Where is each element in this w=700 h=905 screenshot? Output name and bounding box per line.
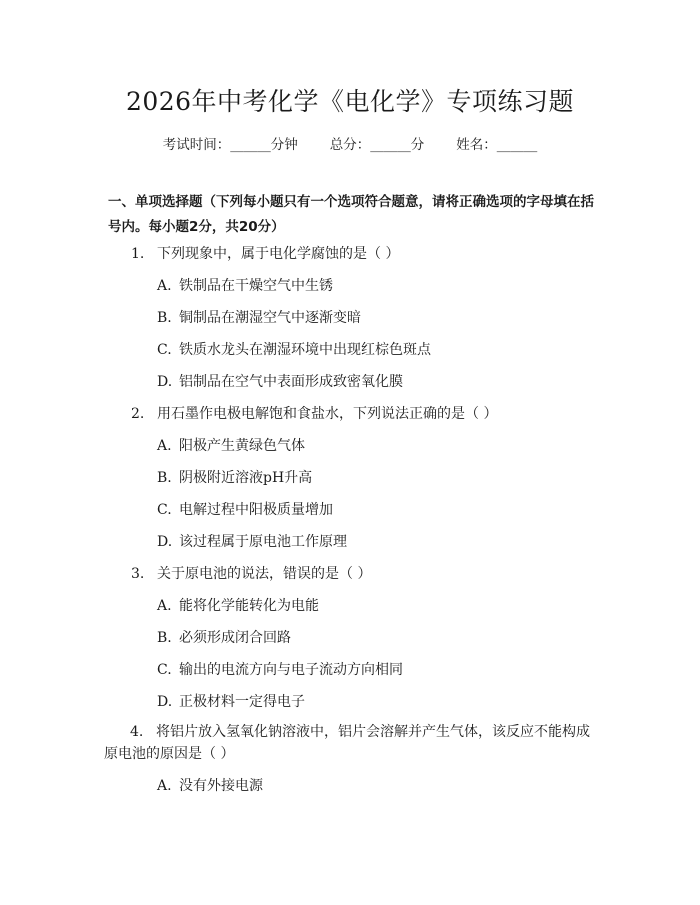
option-letter: A. bbox=[157, 438, 172, 454]
option-text: 能将化学能转化为电能 bbox=[179, 598, 319, 614]
option-letter: A. bbox=[157, 598, 172, 614]
question-number: 3. bbox=[131, 566, 145, 582]
question-stem: 关于原电池的说法，错误的是（ ） bbox=[157, 566, 372, 582]
question-number: 1. bbox=[131, 246, 145, 262]
option-text: 没有外接电源 bbox=[179, 778, 263, 794]
exam-time-field: 考试时间：______分钟 bbox=[162, 137, 298, 153]
option-1d bbox=[157, 371, 403, 391]
option-3d bbox=[157, 691, 305, 711]
question-1 bbox=[131, 243, 399, 263]
option-letter: C. bbox=[157, 662, 172, 678]
option-text: 必须形成闭合回路 bbox=[179, 630, 291, 646]
question-4 bbox=[104, 721, 600, 765]
option-letter: B. bbox=[157, 310, 172, 326]
question-3 bbox=[131, 563, 371, 583]
option-3a bbox=[157, 595, 319, 615]
option-2d bbox=[157, 531, 347, 551]
option-letter: B. bbox=[157, 630, 172, 646]
option-3b bbox=[157, 627, 291, 647]
option-text: 电解过程中阳极质量增加 bbox=[179, 502, 333, 518]
option-3c bbox=[157, 659, 403, 679]
option-letter: C. bbox=[157, 502, 172, 518]
option-letter: D. bbox=[157, 694, 173, 710]
page-title: 2026年中考化学《电化学》专项练习题 bbox=[125, 87, 575, 116]
question-number: 2. bbox=[131, 406, 145, 422]
option-2a bbox=[157, 435, 305, 455]
section-heading: 一、单项选择题（下列每小题只有一个选项符合题意，请将正确选项的字母填在括号内。每小题2分，共20分） bbox=[108, 194, 594, 235]
option-text: 铜制品在潮湿空气中逐渐变暗 bbox=[179, 310, 361, 326]
option-letter: C. bbox=[157, 342, 172, 358]
option-text: 该过程属于原电池工作原理 bbox=[179, 534, 347, 550]
option-2b bbox=[157, 467, 312, 487]
student-name-field: 姓名：______ bbox=[456, 137, 538, 153]
option-letter: D. bbox=[157, 534, 173, 550]
option-letter: A. bbox=[157, 778, 172, 794]
option-text: 阳极产生黄绿色气体 bbox=[179, 438, 305, 454]
question-2 bbox=[131, 403, 497, 423]
option-text: 阴极附近溶液pH升高 bbox=[179, 470, 313, 486]
option-text: 铁制品在干燥空气中生锈 bbox=[179, 278, 333, 294]
option-letter: B. bbox=[157, 470, 172, 486]
option-text: 铁质水龙头在潮湿环境中出现红棕色斑点 bbox=[179, 342, 431, 358]
option-1c bbox=[157, 339, 431, 359]
option-text: 铝制品在空气中表面形成致密氧化膜 bbox=[179, 374, 403, 390]
option-letter: A. bbox=[157, 278, 172, 294]
question-stem: 用石墨作电极电解饱和食盐水，下列说法正确的是（ ） bbox=[157, 406, 498, 422]
option-text: 正极材料一定得电子 bbox=[179, 694, 305, 710]
option-text: 输出的电流方向与电子流动方向相同 bbox=[179, 662, 403, 678]
exam-meta bbox=[0, 133, 700, 153]
question-number: 4. bbox=[130, 724, 144, 740]
option-1a bbox=[157, 275, 333, 295]
option-1b bbox=[157, 307, 361, 327]
question-stem: 下列现象中，属于电化学腐蚀的是（ ） bbox=[157, 246, 400, 262]
option-2c bbox=[157, 499, 333, 519]
option-letter: D. bbox=[157, 374, 173, 390]
option-4a bbox=[157, 775, 263, 795]
question-stem: 将铝片放入氢氧化钠溶液中，铝片会溶解并产生气体，该反应不能构成原电池的原因是（ ） bbox=[104, 724, 590, 762]
total-score-field: 总分：______分 bbox=[329, 137, 425, 153]
